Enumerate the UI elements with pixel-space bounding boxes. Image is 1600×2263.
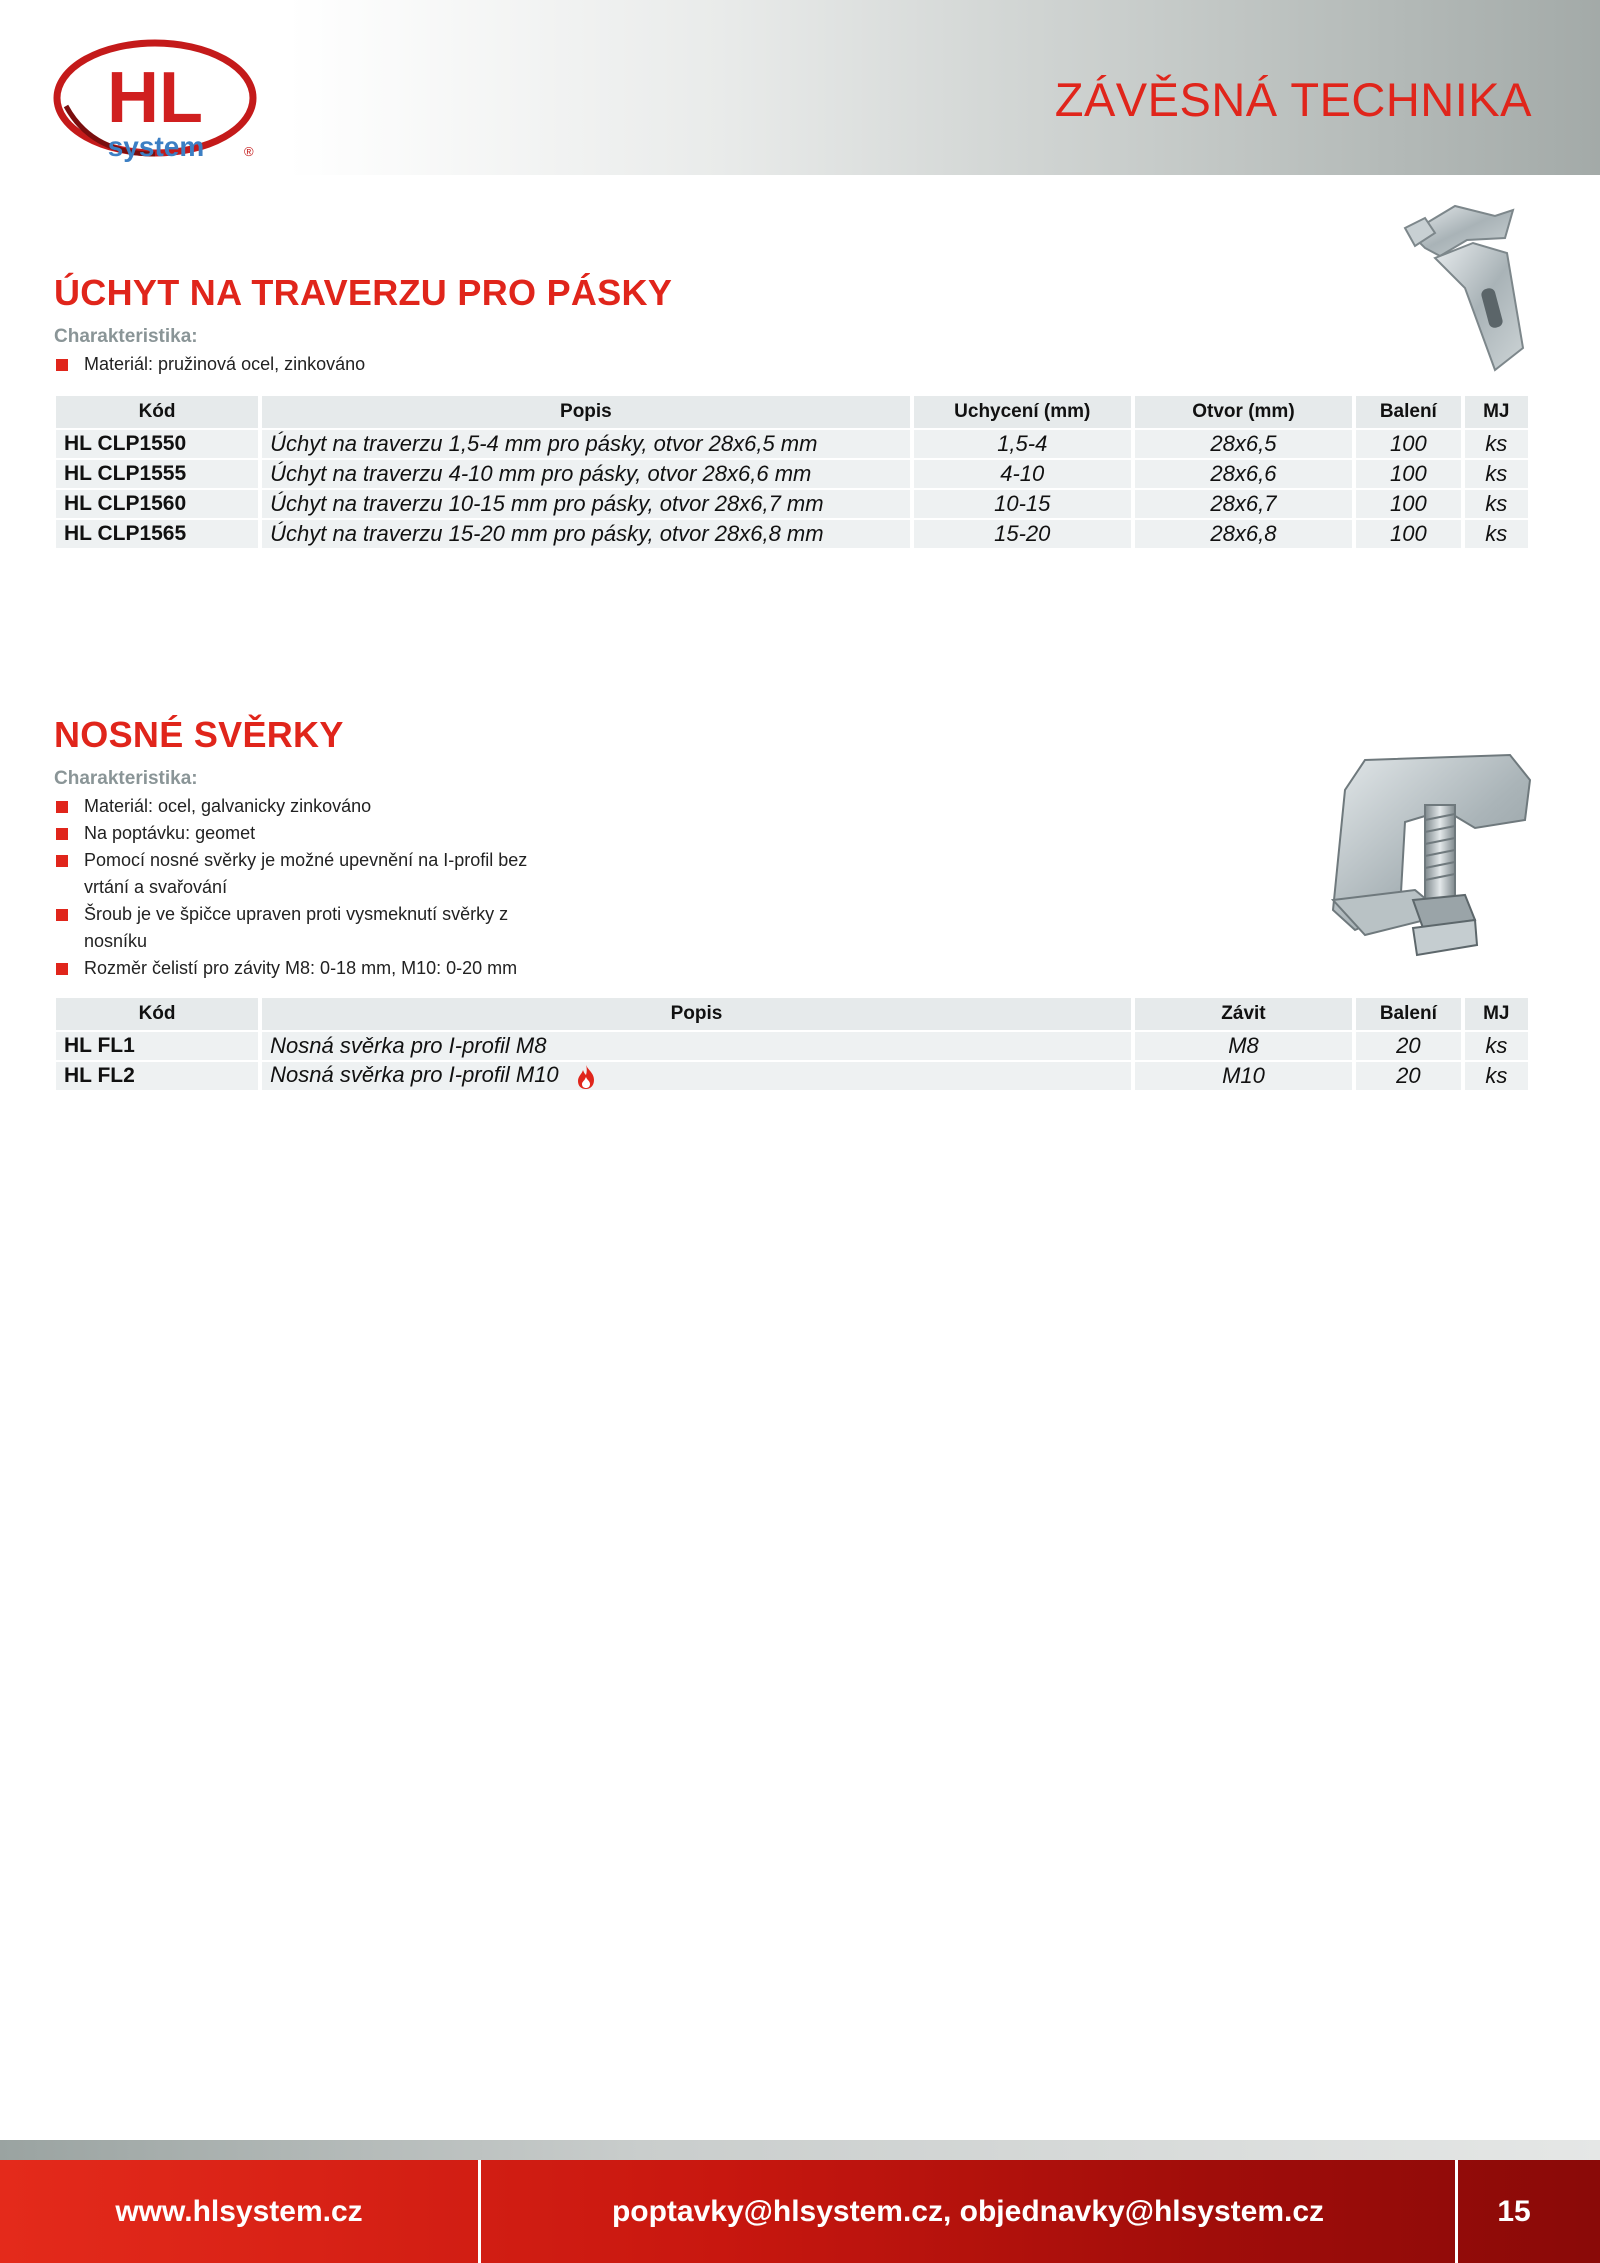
section1-char-label: Charakteristika: (54, 326, 198, 347)
cell-code: HL CLP1560 (56, 490, 258, 518)
hl-system-logo (52, 36, 262, 166)
cell-hole: 28x6,8 (1135, 520, 1352, 548)
footer-website-link[interactable]: www.hlsystem.cz (115, 2194, 363, 2228)
bullet-square-icon (56, 359, 68, 371)
bullet-item: Šroub je ve špičce upraven proti vysmeknutí svěrky z nosníku (54, 901, 574, 955)
cell-unit: ks (1465, 1032, 1528, 1060)
footer-email-links[interactable]: poptavky@hlsystem.cz, objednavky@hlsystem.cz (611, 2194, 1325, 2228)
fire-icon (575, 1064, 597, 1090)
cell-package: 20 (1356, 1062, 1461, 1090)
cell-grip: 4-10 (914, 460, 1131, 488)
beam-clip-product-icon (1395, 198, 1540, 378)
table-row (56, 490, 1528, 518)
section2-char-label: Charakteristika: (54, 768, 198, 789)
registered-mark: ® (244, 144, 254, 159)
cell-code: HL CLP1565 (56, 520, 258, 548)
logo-subtitle: system (107, 131, 205, 162)
cell-unit: ks (1465, 430, 1528, 458)
cell-grip: 15-20 (914, 520, 1131, 548)
column-header-mj: MJ (1465, 396, 1528, 428)
cell-description: Úchyt na traverzu 15-20 mm pro pásky, otvor 28x6,8 mm (262, 520, 910, 548)
cell-unit: ks (1465, 490, 1528, 518)
cell-description: Nosná svěrka pro I-profil M8 (262, 1032, 1131, 1060)
column-header-kod: Kód (56, 396, 258, 428)
footer-stripe (0, 2140, 1600, 2160)
table-row (56, 430, 1528, 458)
logo-letters: HL (107, 58, 203, 138)
bullet-square-icon (56, 828, 68, 840)
section1-bullet-list (54, 351, 574, 378)
table-header-row (56, 396, 1528, 428)
cell-hole: 28x6,5 (1135, 430, 1352, 458)
cell-package: 100 (1356, 460, 1461, 488)
column-header-popis: Popis (262, 396, 910, 428)
cell-hole: 28x6,7 (1135, 490, 1352, 518)
section2-table (52, 996, 1532, 1092)
section2-bullet-list (54, 793, 574, 982)
cell-thread: M8 (1135, 1032, 1352, 1060)
cell-package: 100 (1356, 490, 1461, 518)
table-row (56, 460, 1528, 488)
page-footer (0, 2160, 1600, 2263)
cell-unit: ks (1465, 520, 1528, 548)
beam-clamp-product-icon (1325, 750, 1535, 975)
bullet-item: Materiál: ocel, galvanicky zinkováno (54, 793, 574, 820)
page-number: 15 (1497, 2194, 1531, 2228)
cell-code: HL FL2 (56, 1062, 258, 1090)
cell-code: HL FL1 (56, 1032, 258, 1060)
cell-grip: 1,5-4 (914, 430, 1131, 458)
section1-heading: ÚCHYT NA TRAVERZU PRO PÁSKY (54, 272, 673, 313)
cell-package: 100 (1356, 520, 1461, 548)
cell-description: Úchyt na traverzu 10-15 mm pro pásky, otvor 28x6,7 mm (262, 490, 910, 518)
table-row (56, 1032, 1528, 1060)
bullet-item: Materiál: pružinová ocel, zinkováno (54, 351, 574, 378)
table-row (56, 520, 1528, 548)
cell-unit: ks (1465, 460, 1528, 488)
cell-package: 20 (1356, 1032, 1461, 1060)
bullet-item: Na poptávku: geomet (54, 820, 574, 847)
section1-table (52, 394, 1532, 550)
table-row (56, 1062, 1528, 1090)
bullet-item: Rozměr čelistí pro závity M8: 0-18 mm, M10: 0-20 mm (54, 955, 574, 982)
column-header-otvor: Otvor (mm) (1135, 396, 1352, 428)
section2-heading: NOSNÉ SVĚRKY (54, 714, 344, 755)
cell-code: HL CLP1555 (56, 460, 258, 488)
cell-code: HL CLP1550 (56, 430, 258, 458)
column-header-zavit: Závit (1135, 998, 1352, 1030)
cell-description: Úchyt na traverzu 4-10 mm pro pásky, otvor 28x6,6 mm (262, 460, 910, 488)
page-header (0, 0, 1600, 175)
bullet-square-icon (56, 909, 68, 921)
table-header-row (56, 998, 1528, 1030)
cell-grip: 10-15 (914, 490, 1131, 518)
cell-package: 100 (1356, 430, 1461, 458)
section-title: ZÁVĚSNÁ TECHNIKA (1054, 73, 1532, 126)
bullet-square-icon (56, 855, 68, 867)
column-header-uchyceni: Uchycení (mm) (914, 396, 1131, 428)
bullet-item: Pomocí nosné svěrky je možné upevnění na I-profil bez vrtání a svařování (54, 847, 574, 901)
cell-description: Úchyt na traverzu 1,5-4 mm pro pásky, otvor 28x6,5 mm (262, 430, 910, 458)
column-header-baleni: Balení (1356, 396, 1461, 428)
cell-unit: ks (1465, 1062, 1528, 1090)
cell-description: Nosná svěrka pro I-profil M10 (262, 1062, 1131, 1090)
cell-thread: M10 (1135, 1062, 1352, 1090)
column-header-popis: Popis (262, 998, 1131, 1030)
column-header-kod: Kód (56, 998, 258, 1030)
bullet-square-icon (56, 801, 68, 813)
cell-hole: 28x6,6 (1135, 460, 1352, 488)
column-header-mj: MJ (1465, 998, 1528, 1030)
column-header-baleni: Balení (1356, 998, 1461, 1030)
bullet-square-icon (56, 963, 68, 975)
